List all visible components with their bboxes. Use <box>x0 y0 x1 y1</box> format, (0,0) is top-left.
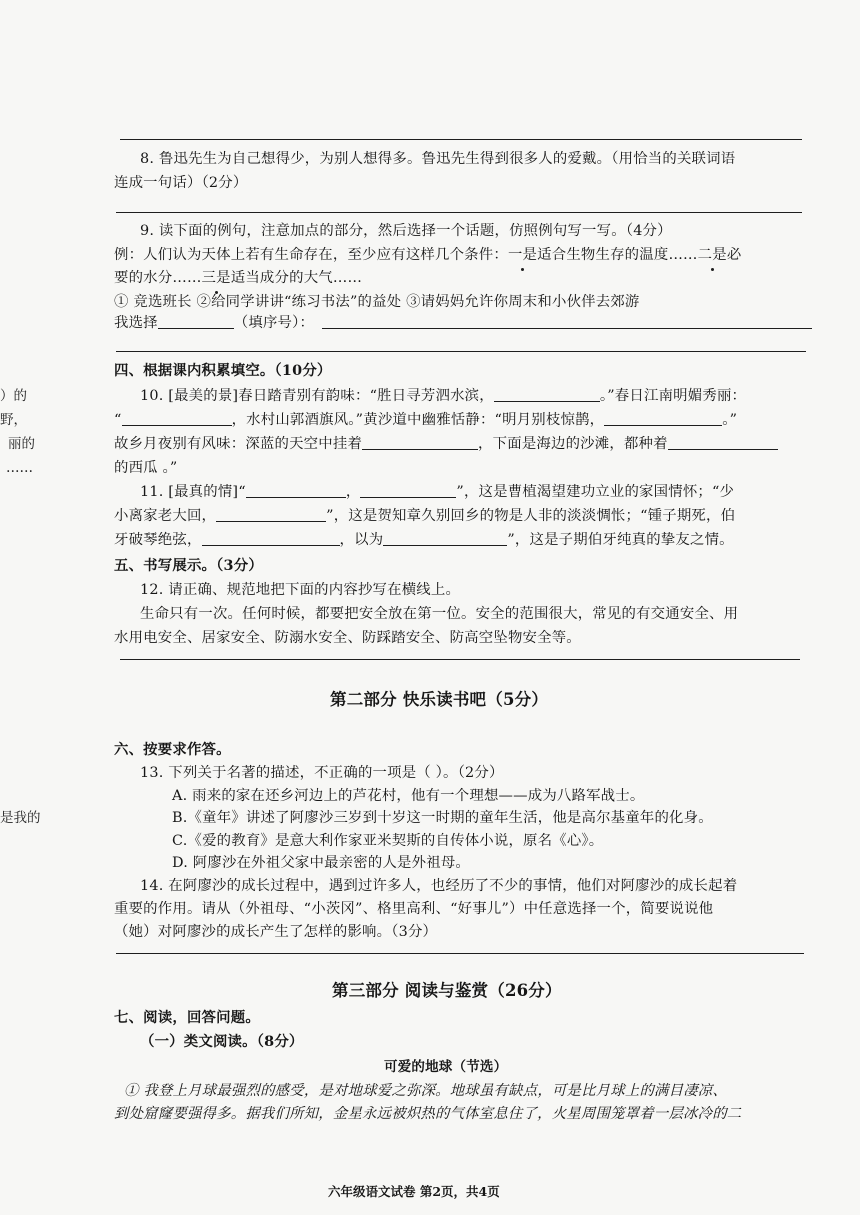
edge-fragment: 丽的 <box>8 436 35 452</box>
question-14-line-3: （她）对阿廖沙的成长产生了怎样的影响。（3分） <box>114 924 438 940</box>
question-9-line-1: 9. 读下面的例句，注意加点的部分，然后选择一个话题，仿照例句写一写。（4分） <box>140 223 672 239</box>
dotted-word: 三是 <box>201 270 231 286</box>
fill-blank[interactable] <box>383 531 507 546</box>
question-11-line-2 <box>114 506 735 526</box>
q11-text: ”，这是贺知章久别回乡的物是人非的淡淡惆怅；“锺子期死，伯 <box>326 508 736 524</box>
copy-text-line-2: 水用电安全、居家安全、防溺水安全、防踩踏安全、防高空坠物安全等。 <box>114 630 581 646</box>
question-10-line-1 <box>140 386 746 406</box>
q11-text: 牙破琴绝弦， <box>114 532 202 548</box>
question-9-example-line-1 <box>114 245 741 265</box>
answer-line <box>116 953 804 954</box>
fill-blank[interactable] <box>360 483 456 498</box>
q10-text: ，下面是海边的沙滩，都种着 <box>478 436 668 452</box>
question-8-line-2: 连成一句话）（2分） <box>114 175 248 191</box>
question-11-line-1 <box>140 482 734 502</box>
question-9-example-line-2 <box>114 268 362 288</box>
q11-text: 11. [最真的情]“ <box>140 484 246 500</box>
section-4-title: 四、根据课内积累填空。（10分） <box>114 362 332 379</box>
example-text: 适当成分的大气…… <box>230 270 363 286</box>
option-a: A. 雨来的家在还乡河边上的芦花村，他有一个理想——成为八路军战士。 <box>172 788 645 804</box>
answer-line <box>116 351 806 352</box>
fill-blank[interactable] <box>668 435 778 450</box>
dotted-word: 二是 <box>697 247 727 263</box>
question-8-line-1: 8. 鲁迅先生为自己想得少，为别人想得多。鲁迅先生得到很多人的爱戴。（用恰当的关联词语 <box>140 151 736 167</box>
q10-text: “ <box>114 412 122 428</box>
example-text: 适合生物生存的温度…… <box>537 247 698 263</box>
q10-text: 。” <box>722 412 738 428</box>
dotted-word: 一是 <box>507 247 538 263</box>
example-text: 例：人们认为天体上若有生命存在，至少应有这样几个条件： <box>114 247 508 263</box>
fill-blank[interactable] <box>604 411 722 426</box>
option-b: B.《童年》讲述了阿廖沙三岁到十岁这一时期的童年生活，他是高尔基童年的化身。 <box>172 810 713 826</box>
question-12: 12. 请正确、规范地把下面的内容抄写在横线上。 <box>140 582 461 598</box>
q10-text: ，水村山郭酒旗风。”黄沙道中幽雅恬静：“明月别枝惊鹊， <box>231 412 605 428</box>
choice-blank[interactable] <box>158 314 234 329</box>
section-7-title: 七、阅读，回答问题。 <box>114 1009 260 1026</box>
question-13: 13. 下列关于名著的描述，不正确的一项是（ ）。（2分） <box>140 765 504 781</box>
q11-text: ”，这是子期伯牙纯真的挚友之情。 <box>507 532 734 548</box>
q11-text: ，以为 <box>339 532 384 548</box>
option-c: C.《爱的教育》是意大利作家亚米契斯的自传体小说，原名《心》。 <box>172 833 604 849</box>
article-paragraph-line-2: 到处窟窿要强得多。据我们所知，金星永远被炽热的气体室息住了，火星周围笼罩着一层冰冷的二 <box>114 1106 742 1122</box>
copy-text-line-1: 生命只有一次。任何时候，都要把安全放在第一位。安全的范围很大，常见的有交通安全、用 <box>140 606 739 622</box>
question-11-line-3 <box>114 530 734 550</box>
fill-blank[interactable] <box>216 507 326 522</box>
question-10-line-2 <box>114 410 737 430</box>
choose-label: 我选择 <box>114 315 158 331</box>
page-footer: 六年级语文试卷 第2页，共4页 <box>328 1184 500 1199</box>
fill-blank[interactable] <box>202 531 340 546</box>
question-10-line-4: 的西瓜 。” <box>114 460 178 476</box>
example-text: 要的水分…… <box>114 270 202 286</box>
q11-text: ”，这是曹植渴望建功立业的家国情怀；“少 <box>456 484 735 500</box>
example-text: 必 <box>726 247 742 263</box>
q10-text: 。”春日江南明媚秀丽： <box>599 388 747 404</box>
section-6-title: 六、按要求作答。 <box>114 741 231 758</box>
edge-fragment: ）的 <box>0 388 27 404</box>
option-d: D. 阿廖沙在外祖父家中最亲密的人是外祖母。 <box>172 855 470 871</box>
answer-line <box>322 328 812 329</box>
q11-text: 小离家老大回， <box>114 508 217 524</box>
part-2-title: 第二部分 快乐读书吧（5分） <box>330 690 549 709</box>
edge-fragment: 是我的 <box>0 810 41 826</box>
section-5-title: 五、书写展示。（3分） <box>114 557 263 574</box>
article-title: 可爱的地球（节选） <box>384 1059 508 1075</box>
question-10-line-3 <box>114 434 778 454</box>
question-14-line-2: 重要的作用。请从（外祖母、“小茨冈”、格里高利、“好事儿”）中任意选择一个，简要说说他 <box>114 901 714 917</box>
article-paragraph-line-1: ① 我登上月球最强烈的感受，是对地球爱之弥深。地球虽有缺点，可是比月球上的满目凄凉、 <box>124 1083 727 1099</box>
edge-fragment: …… <box>6 460 33 476</box>
fill-blank[interactable] <box>494 387 600 402</box>
fill-blank[interactable] <box>362 435 478 450</box>
question-14-line-1: 14. 在阿廖沙的成长过程中，遇到过许多人，也经历了不少的事情，他们对阿廖沙的成长起着 <box>140 878 738 894</box>
edge-fragment: 野， <box>0 412 27 428</box>
answer-line <box>120 139 802 140</box>
answer-line <box>120 659 800 660</box>
fill-blank[interactable] <box>246 483 346 498</box>
fill-blank[interactable] <box>122 411 232 426</box>
question-9-choose <box>114 313 314 333</box>
choose-label: （填序号）： <box>233 315 315 331</box>
part-3-title: 第三部分 阅读与鉴赏（26分） <box>332 981 562 1000</box>
question-9-options: ① 竞选班长 ②给同学讲讲“练习书法”的益处 ③请妈妈允许你周末和小伙伴去郊游 <box>114 294 640 310</box>
q10-text: 故乡月夜别有风味：深蓝的天空中挂着 <box>114 436 363 452</box>
q11-text: ， <box>345 484 361 500</box>
answer-line <box>116 212 802 213</box>
q10-text: 10. [最美的景]春日踏青别有韵味：“胜日寻芳泗水滨， <box>140 388 494 404</box>
reading-subsection: （一）类文阅读。（8分） <box>140 1033 304 1050</box>
